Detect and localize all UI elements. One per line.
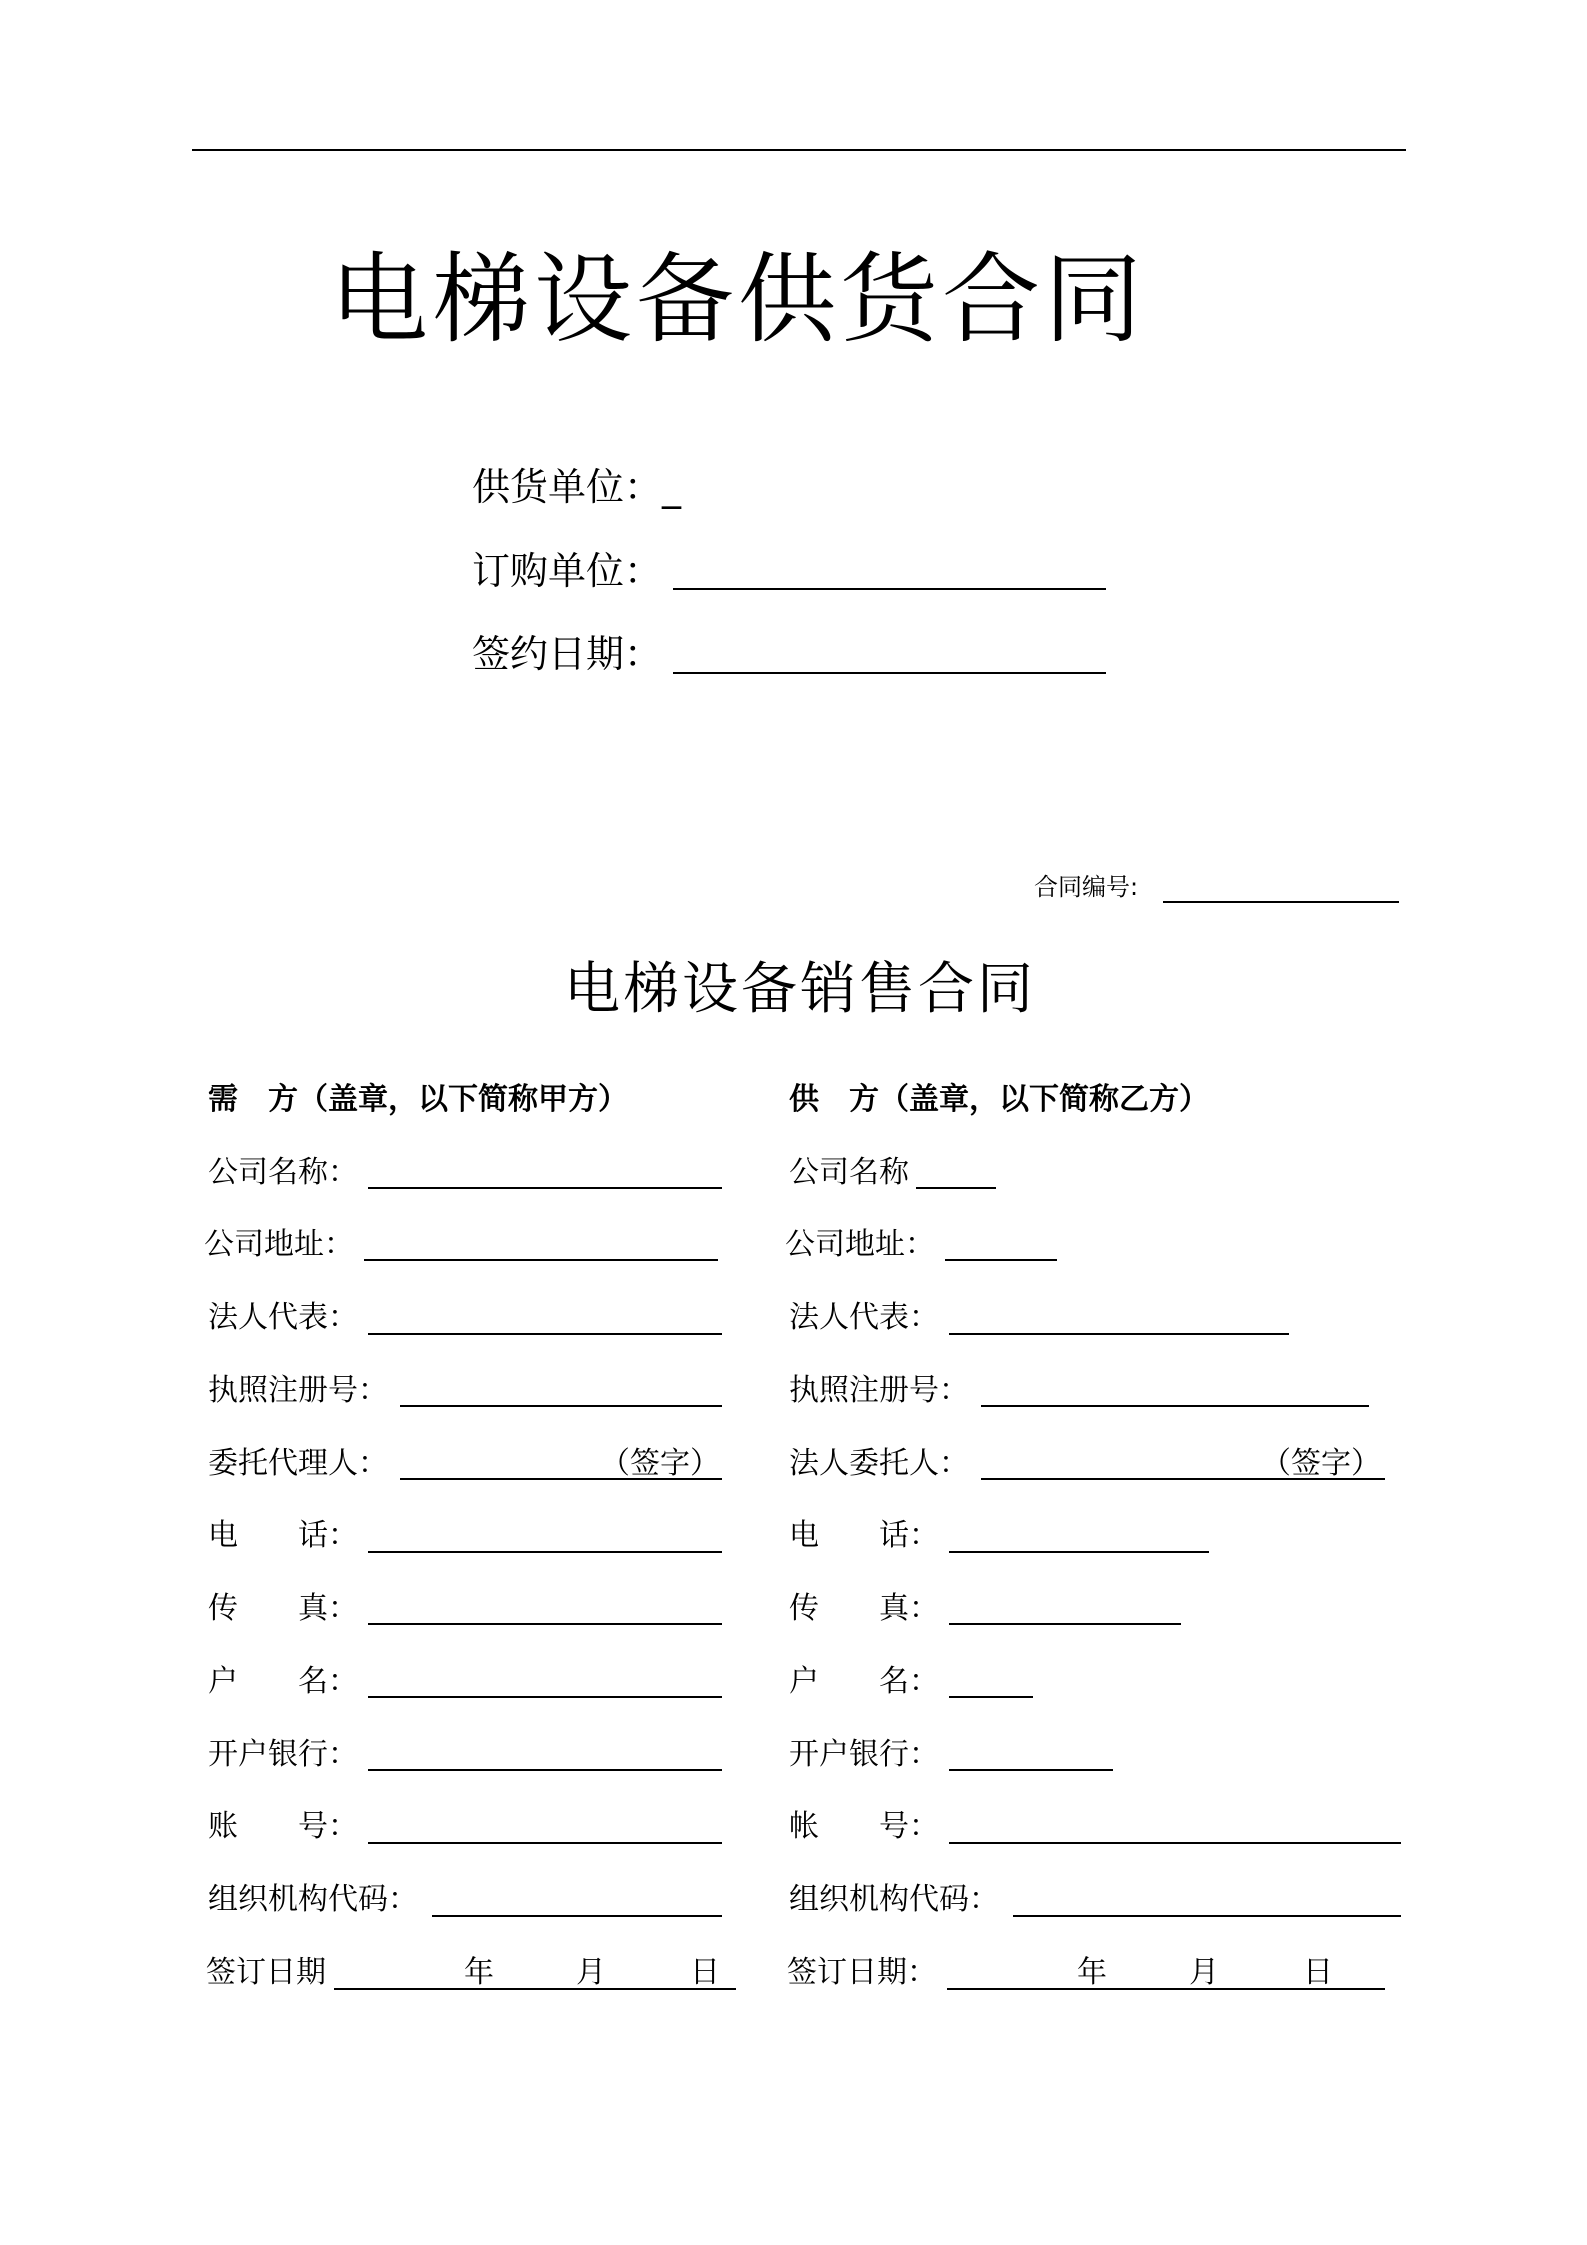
supplier-company-name-field[interactable] [916,1187,996,1189]
buyer-license-no-label: 执照注册号： [208,1373,388,1408]
supplier-month: 月 [1189,1955,1219,1990]
supplier-legal-rep-label: 法人代表： [789,1300,939,1335]
supplier-license-no-label: 执照注册号： [789,1373,969,1408]
supplier-fax-field[interactable] [949,1623,1181,1625]
supplier-org-code-field[interactable] [1013,1915,1401,1917]
buyer-account-no-field[interactable] [368,1842,722,1844]
buyer-agent-sign: （签字） [600,1446,720,1481]
cover-title: 电梯设备供货合同 [330,243,1147,357]
cover-sign-date-label: 签约日期： [472,632,663,676]
supplier-fax-label: 传 真： [789,1591,939,1626]
cover-buyer-label: 订购单位： [472,549,663,593]
supplier-heading: 供 方（盖章，以下简称乙方） [789,1082,1209,1117]
buyer-fax-field[interactable] [368,1623,722,1625]
buyer-legal-rep-label: 法人代表： [208,1300,358,1335]
supplier-license-no-field[interactable] [981,1405,1369,1407]
buyer-company-name-field[interactable] [368,1187,722,1189]
main-title: 电梯设备销售合同 [564,957,1036,1022]
cover-buyer-field[interactable] [673,588,1106,590]
supplier-account-name-field[interactable] [949,1696,1033,1698]
contract-no-label: 合同编号: [1034,873,1139,901]
buyer-sign-date-field[interactable] [334,1988,736,1990]
buyer-org-code-label: 组织机构代码： [208,1882,418,1917]
buyer-license-no-field[interactable] [400,1405,722,1407]
buyer-year: 年 [464,1955,494,1990]
buyer-company-address-label: 公司地址： [204,1227,354,1262]
buyer-heading: 需 方（盖章，以下简称甲方） [208,1082,628,1117]
buyer-account-name-field[interactable] [368,1696,722,1698]
buyer-company-name-label: 公司名称： [208,1155,358,1190]
supplier-account-name-label: 户 名： [789,1664,939,1699]
supplier-day: 日 [1303,1955,1333,1990]
supplier-legal-rep-field[interactable] [949,1333,1289,1335]
supplier-account-no-field[interactable] [949,1842,1401,1844]
contract-no-field[interactable] [1163,901,1399,903]
buyer-legal-rep-field[interactable] [368,1333,722,1335]
buyer-fax-label: 传 真： [208,1591,358,1626]
supplier-company-address-field[interactable] [945,1259,1057,1261]
buyer-phone-label: 电 话： [208,1518,358,1553]
cover-supplier-label: 供货单位：_ [472,465,682,509]
supplier-sign-date-label: 签订日期： [787,1955,937,1990]
buyer-account-name-label: 户 名： [208,1664,358,1699]
buyer-month: 月 [576,1955,606,1990]
buyer-org-code-field[interactable] [432,1915,722,1917]
buyer-agent-label: 委托代理人： [208,1446,388,1481]
buyer-bank-label: 开户银行： [208,1737,358,1772]
supplier-bank-label: 开户银行： [789,1737,939,1772]
supplier-account-no-label: 帐 号： [789,1809,939,1844]
supplier-agent-label: 法人委托人： [789,1446,969,1481]
buyer-bank-field[interactable] [368,1769,722,1771]
buyer-company-address-field[interactable] [364,1259,718,1261]
supplier-org-code-label: 组织机构代码： [789,1882,999,1917]
supplier-phone-label: 电 话： [789,1518,939,1553]
supplier-bank-field[interactable] [949,1769,1113,1771]
supplier-company-address-label: 公司地址： [785,1227,935,1262]
buyer-day: 日 [690,1955,720,1990]
supplier-year: 年 [1077,1955,1107,1990]
supplier-phone-field[interactable] [949,1551,1209,1553]
buyer-sign-date-label: 签订日期 [206,1955,326,1990]
header-rule [192,149,1406,151]
buyer-account-no-label: 账 号： [208,1809,358,1844]
supplier-agent-sign: （签字） [1261,1446,1381,1481]
supplier-company-name-label: 公司名称 [789,1155,909,1190]
buyer-phone-field[interactable] [368,1551,722,1553]
cover-sign-date-field[interactable] [673,672,1106,674]
